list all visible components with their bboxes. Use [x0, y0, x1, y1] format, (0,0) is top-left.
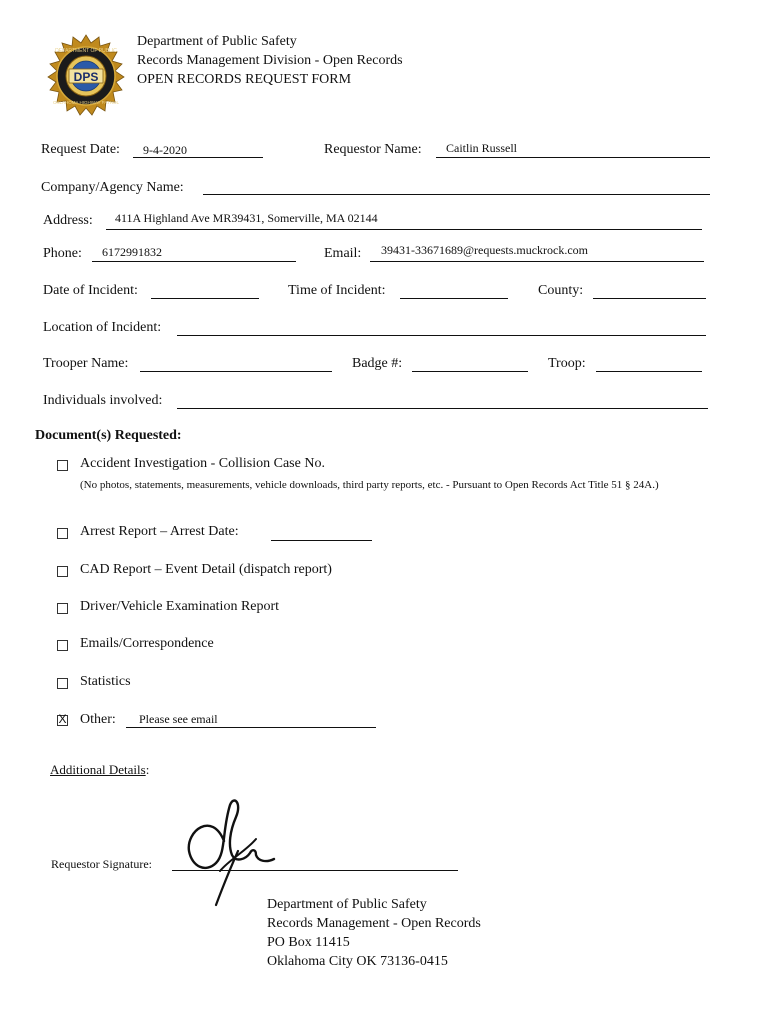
other-value[interactable]: Please see email: [139, 712, 218, 726]
mailing-address-line-3: PO Box 11415: [267, 935, 350, 950]
company-agency-line[interactable]: [203, 194, 710, 195]
mailing-address-line-2: Records Management - Open Records: [267, 916, 481, 931]
location-line[interactable]: [177, 335, 706, 336]
address-label: Address:: [43, 213, 93, 228]
troop-label: Troop:: [548, 356, 586, 371]
time-of-incident-label: Time of Incident:: [288, 283, 386, 298]
driver-checkbox[interactable]: [57, 603, 68, 614]
form-header: [137, 32, 403, 89]
location-label: Location of Incident:: [43, 320, 162, 335]
time-of-incident-line[interactable]: [400, 298, 508, 299]
arrest-label: Arrest Report – Arrest Date:: [80, 524, 239, 539]
additional-details-text: Additional Details: [50, 762, 146, 777]
other-label: Other:: [80, 712, 116, 727]
individuals-label: Individuals involved:: [43, 393, 163, 408]
trooper-name-line[interactable]: [140, 371, 332, 372]
cad-checkbox[interactable]: [57, 566, 68, 577]
emails-label: Emails/Correspondence: [80, 636, 214, 651]
requestor-name-label: Requestor Name:: [324, 142, 422, 157]
statistics-label: Statistics: [80, 674, 131, 689]
accident-note: (No photos, statements, measurements, vehicle downloads, third party reports, etc. - Pursuant to Open Records Act Title 51 § 24A.): [80, 479, 659, 491]
badge-line[interactable]: [412, 371, 528, 372]
statistics-checkbox[interactable]: [57, 678, 68, 689]
accident-label: Accident Investigation - Collision Case No.: [80, 456, 325, 471]
address-value[interactable]: 411A Highland Ave MR39431, Somerville, MA 02144: [115, 211, 378, 225]
seal-bottom-text: OKLAHOMA HIGHWAY PATROL: [52, 100, 120, 105]
mailing-address-line-1: Department of Public Safety: [267, 897, 427, 912]
header-line-3: OPEN RECORDS REQUEST FORM: [137, 72, 352, 87]
phone-line[interactable]: [92, 261, 296, 262]
other-check-mark: X: [58, 712, 67, 726]
individuals-line[interactable]: [177, 408, 708, 409]
date-of-incident-label: Date of Incident:: [43, 283, 138, 298]
arrest-date-line[interactable]: [271, 540, 372, 541]
arrest-checkbox[interactable]: [57, 528, 68, 539]
email-value[interactable]: 39431-33671689@requests.muckrock.com: [381, 243, 589, 257]
phone-label: Phone:: [43, 246, 82, 261]
dps-seal-logo: [44, 34, 128, 118]
header-line-1: Department of Public Safety: [137, 34, 297, 49]
seal-center-text: DPS: [73, 70, 99, 84]
troop-line[interactable]: [596, 371, 702, 372]
badge-label: Badge #:: [352, 356, 403, 371]
header-line-2: Records Management Division - Open Records: [137, 53, 403, 68]
mailing-address: [267, 895, 481, 971]
request-date-label: Request Date:: [41, 142, 120, 157]
email-line[interactable]: [370, 261, 704, 262]
county-line[interactable]: [593, 298, 706, 299]
request-date-value[interactable]: 9-4-2020: [143, 143, 187, 157]
address-line[interactable]: [106, 229, 702, 230]
emails-checkbox[interactable]: [57, 640, 68, 651]
requestor-name-line[interactable]: [436, 157, 710, 158]
accident-checkbox[interactable]: [57, 460, 68, 471]
phone-value[interactable]: 6172991832: [102, 245, 162, 259]
company-agency-label: Company/Agency Name:: [41, 180, 184, 195]
additional-details-label: [50, 762, 149, 778]
email-label: Email:: [324, 246, 362, 261]
seal-top-text: DEPARTMENT OF PUBLIC: [55, 48, 117, 54]
other-line[interactable]: [126, 727, 376, 728]
driver-label: Driver/Vehicle Examination Report: [80, 599, 280, 614]
additional-details-colon: :: [145, 762, 150, 777]
county-label: County:: [538, 283, 584, 298]
signature-label: Requestor Signature:: [51, 857, 152, 871]
date-of-incident-line[interactable]: [151, 298, 259, 299]
cad-label: CAD Report – Event Detail (dispatch report): [80, 562, 332, 577]
requestor-name-value[interactable]: Caitlin Russell: [446, 141, 518, 155]
handwritten-signature: [184, 797, 280, 909]
trooper-name-label: Trooper Name:: [43, 356, 129, 371]
documents-heading: Document(s) Requested:: [35, 428, 182, 443]
mailing-address-line-4: Oklahoma City OK 73136-0415: [267, 954, 448, 969]
